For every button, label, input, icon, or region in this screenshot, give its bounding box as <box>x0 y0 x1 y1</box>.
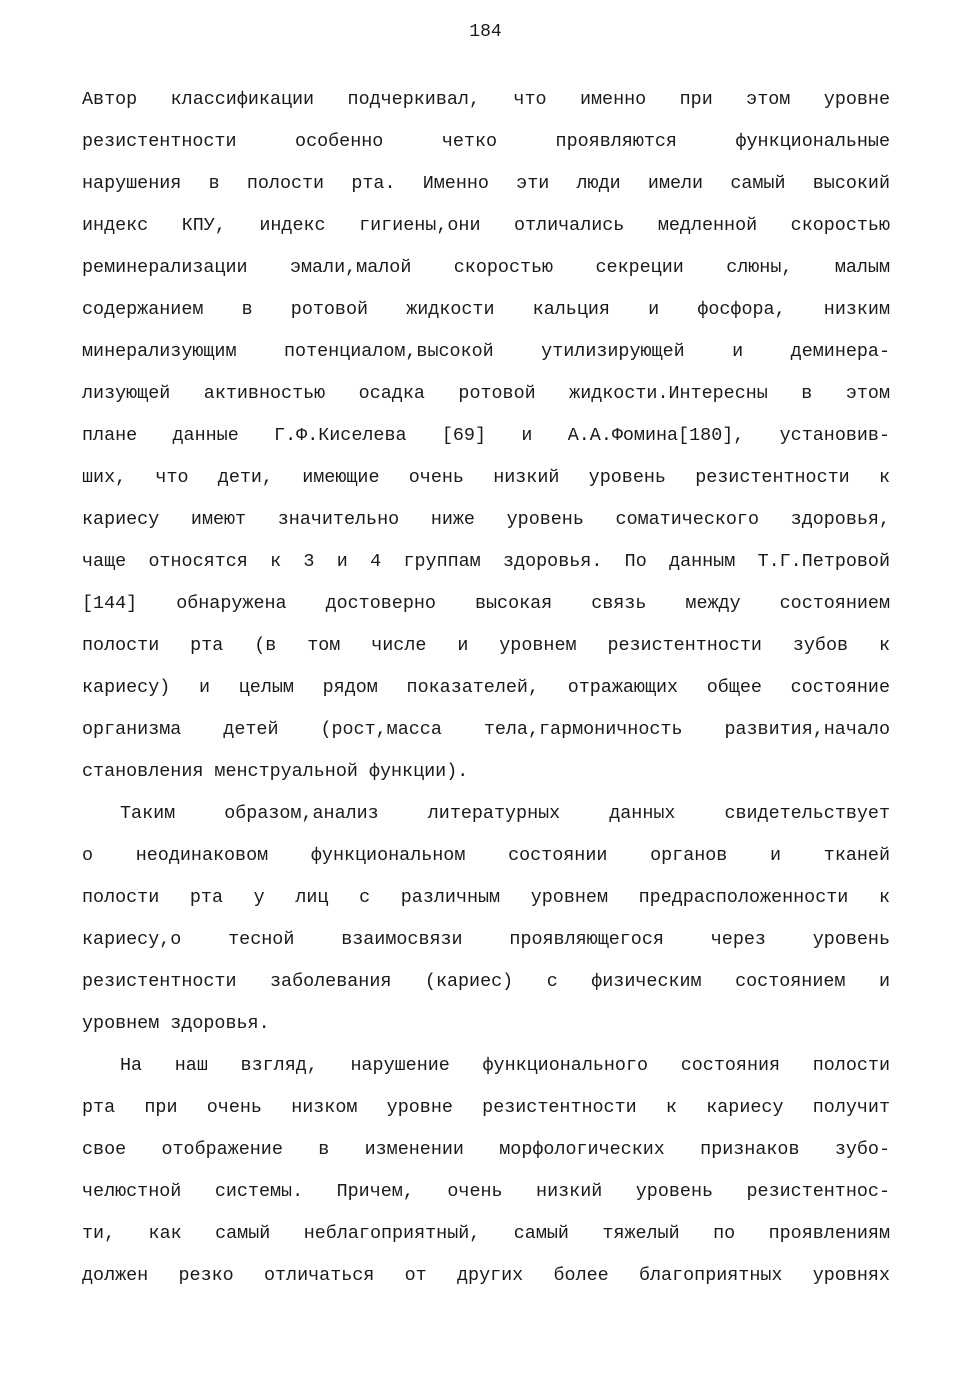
text-line: полости рта у лиц с различным уровнем предрасположенности к <box>82 887 890 908</box>
text-line: На наш взгляд, нарушение функционального состояния полости <box>120 1055 890 1076</box>
text-line: нарушения в полости рта. Именно эти люди имели самый высокий <box>82 173 890 194</box>
text-line: должен резко отличаться от других более благоприятных уровнях <box>82 1265 890 1286</box>
text-line: резистентности особенно четко проявляются функциональные <box>82 131 890 152</box>
text-line: плане данные Г.Ф.Киселева [69] и А.А.Фомина[180], установив- <box>82 425 890 446</box>
text-line: [144] обнаружена достоверно высокая связь между состоянием <box>82 593 890 614</box>
text-line: становления менструальной функции). <box>82 761 469 782</box>
text-line: кариесу имеют значительно ниже уровень соматического здоровья, <box>82 509 890 530</box>
text-line: резистентности заболевания (кариес) с физическим состоянием и <box>82 971 890 992</box>
text-line: содержанием в ротовой жидкости кальция и фосфора, низким <box>82 299 890 320</box>
text-line: Таким образом,анализ литературных данных свидетельствует <box>120 803 890 824</box>
text-line: минерализующим потенциалом,высокой утилизирующей и деминера- <box>82 341 890 362</box>
text-line: Автор классификации подчеркивал, что именно при этом уровне <box>82 89 890 110</box>
text-line: свое отображение в изменении морфологических признаков зубо- <box>82 1139 890 1160</box>
text-line: челюстной системы. Причем, очень низкий уровень резистентнос- <box>82 1181 890 1202</box>
text-line: рта при очень низком уровне резистентности к кариесу получит <box>82 1097 890 1118</box>
text-line: лизующей активностью осадка ротовой жидкости.Интересны в этом <box>82 383 890 404</box>
text-line: полости рта (в том числе и уровнем резистентности зубов к <box>82 635 890 656</box>
text-line: индекс КПУ, индекс гигиены,они отличались медленной скоростью <box>82 215 890 236</box>
text-line: кариесу,о тесной взаимосвязи проявляющегося через уровень <box>82 929 890 950</box>
text-line: ших, что дети, имеющие очень низкий уровень резистентности к <box>82 467 890 488</box>
text-line: организма детей (рост,масса тела,гармоничность развития,начало <box>82 719 890 740</box>
text-line: уровнем здоровья. <box>82 1013 270 1034</box>
text-line: кариесу) и целым рядом показателей, отражающих общее состояние <box>82 677 890 698</box>
page-number: 184 <box>469 22 502 42</box>
text-line: реминерализации эмали,малой скоростью секреции слюны, малым <box>82 257 890 278</box>
text-line: о неодинаковом функциональном состоянии органов и тканей <box>82 845 890 866</box>
text-line: чаще относятся к 3 и 4 группам здоровья. По данным Т.Г.Петровой <box>82 551 890 572</box>
text-line: ти, как самый неблагоприятный, самый тяжелый по проявлениям <box>82 1223 890 1244</box>
